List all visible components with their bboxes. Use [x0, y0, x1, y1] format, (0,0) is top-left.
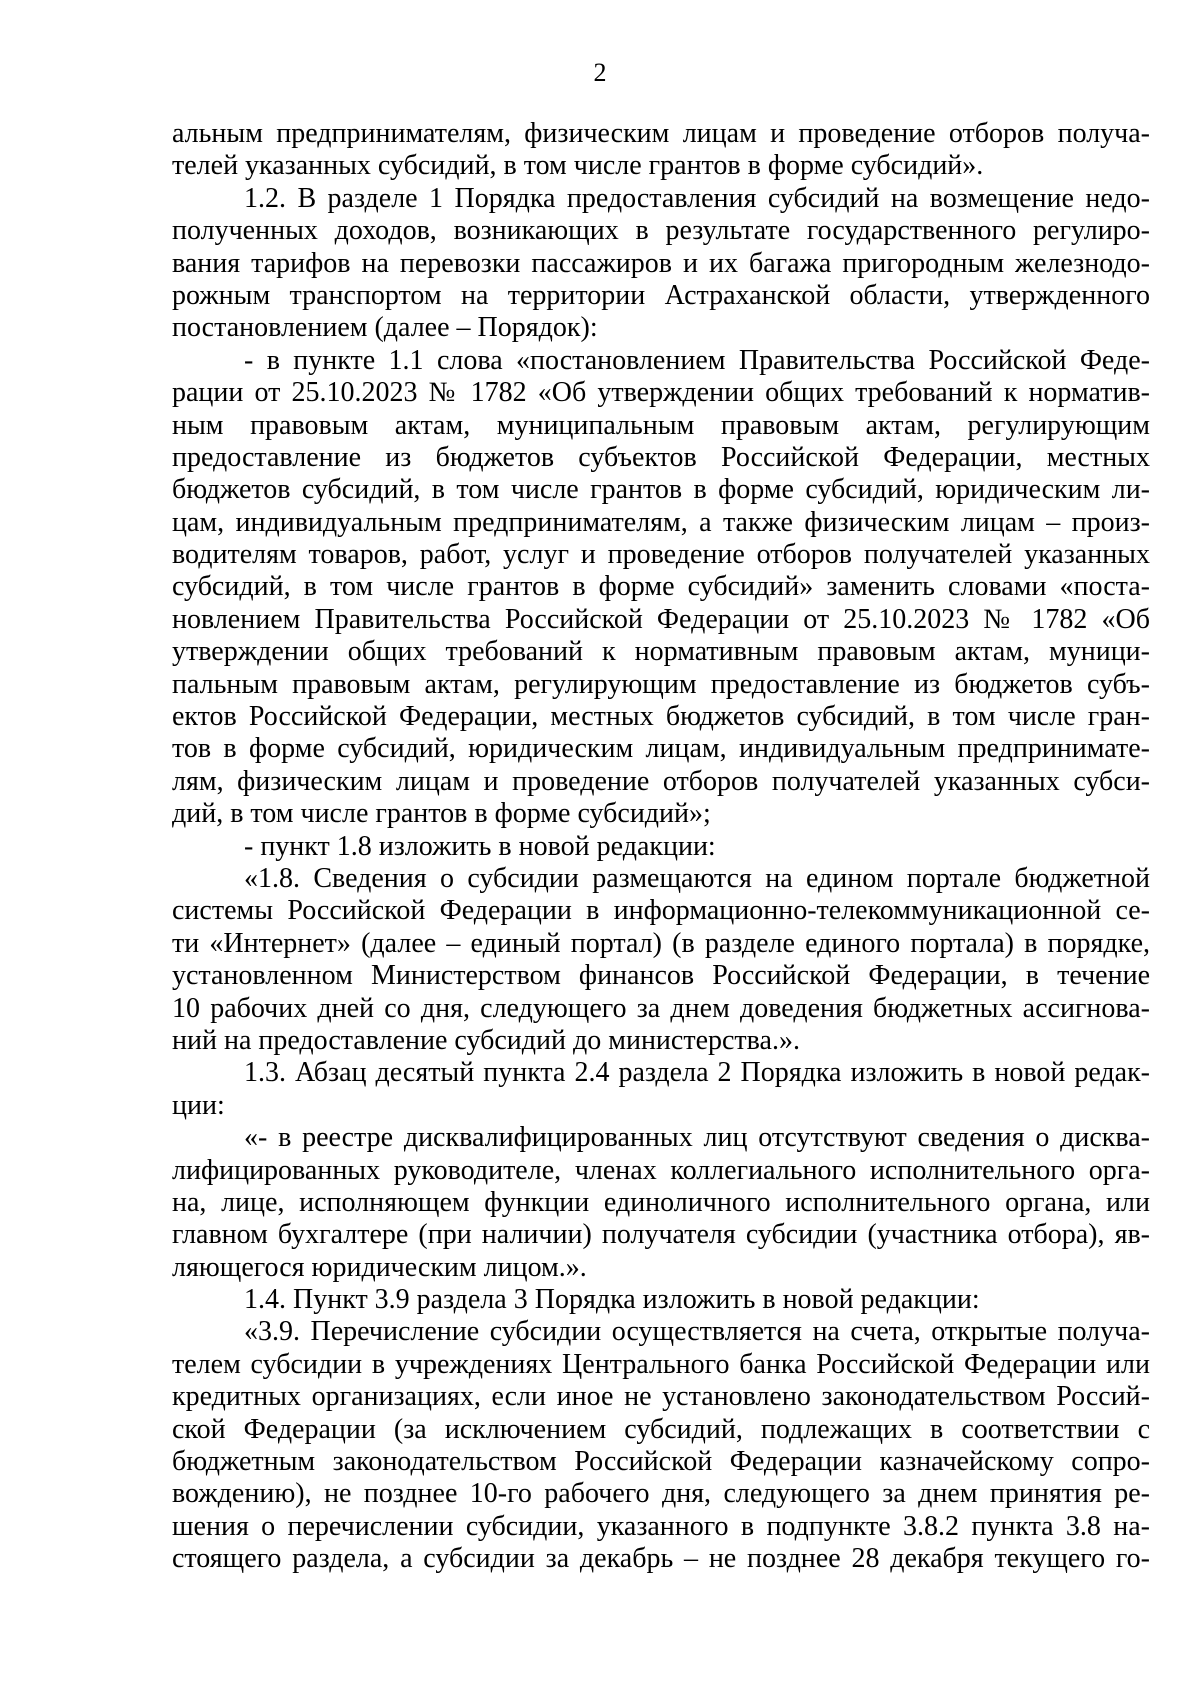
text-line: 1.2. В разделе 1 Порядка предоставления субсидий на возмещение недо- — [244, 182, 1150, 214]
text-line: предоставление из бюджетов субъектов Российской Федерации, местных — [172, 441, 1150, 473]
text-line: полученных доходов, возникающих в результате государственного регулиро- — [172, 215, 1150, 247]
text-line: вождению), не позднее 10-го рабочего дня, следующего за днем принятия ре- — [172, 1478, 1150, 1510]
text-line: дий, в том числе грантов в форме субсидий»; — [172, 798, 711, 830]
text-line: цам, индивидуальным предпринимателям, а также физическим лицам – произ- — [172, 506, 1150, 538]
text-line: водителям товаров, работ, услуг и проведение отборов получателей указанных — [172, 539, 1150, 571]
text-line: ектов Российской Федерации, местных бюджетов субсидий, в том числе гран- — [172, 701, 1150, 733]
text-line: «1.8. Сведения о субсидии размещаются на едином портале бюджетной — [244, 862, 1150, 894]
text-line: - в пункте 1.1 слова «постановлением Правительства Российской Феде- — [244, 344, 1150, 376]
text-line: стоящего раздела, а субсидии за декабрь – не позднее 28 декабря текущего го- — [172, 1543, 1150, 1575]
text-line: рожным транспортом на территории Астраханской области, утвержденного — [172, 279, 1150, 311]
text-line: альным предпринимателям, физическим лицам и проведение отборов получа- — [172, 118, 1150, 149]
document-body — [172, 118, 1150, 1576]
text-line: ний на предоставление субсидий до министерства.». — [172, 1024, 800, 1056]
text-line: ции: — [172, 1089, 225, 1121]
text-line: 10 рабочих дней со дня, следующего за днем доведения бюджетных ассигнова- — [172, 992, 1150, 1024]
text-line: системы Российской Федерации в информационно-телекоммуникационной се- — [172, 895, 1150, 927]
text-line: рации от 25.10.2023 № 1782 «Об утверждении общих требований к норматив- — [172, 377, 1150, 409]
text-line: на, лице, исполняющем функции единоличного исполнительного органа, или — [172, 1186, 1150, 1218]
text-line: «3.9. Перечисление субсидии осуществляется на счета, открытые получа- — [244, 1316, 1150, 1348]
text-line: установленном Министерством финансов Российской Федерации, в течение — [172, 960, 1150, 992]
text-line: телем субсидии в учреждениях Центрального банка Российской Федерации или — [172, 1348, 1150, 1380]
text-line: ным правовым актам, муниципальным правовым актам, регулирующим — [172, 409, 1150, 441]
text-line: кредитных организациях, если иное не установлено законодательством Россий- — [172, 1381, 1150, 1413]
text-line: бюджетным законодательством Российской Федерации казначейскому сопро- — [172, 1446, 1150, 1478]
text-line: 1.3. Абзац десятый пункта 2.4 раздела 2 Порядка изложить в новой редак- — [244, 1057, 1150, 1089]
text-line: утверждении общих требований к нормативным правовым актам, муници- — [172, 636, 1150, 668]
text-line: ляющегося юридическим лицом.». — [172, 1251, 587, 1283]
text-line: шения о перечислении субсидии, указанного в подпункте 3.8.2 пункта 3.8 на- — [172, 1510, 1150, 1542]
text-line: пальным правовым актам, регулирующим предоставление из бюджетов субъ- — [172, 668, 1150, 700]
text-line: телей указанных субсидий, в том числе грантов в форме субсидий». — [172, 150, 984, 182]
text-line: тов в форме субсидий, юридическим лицам, индивидуальным предпринимате- — [172, 733, 1150, 765]
text-line: субсидий, в том числе грантов в форме субсидий» заменить словами «поста- — [172, 571, 1150, 603]
text-line: «- в реестре дисквалифицированных лиц отсутствуют сведения о дисква- — [244, 1122, 1150, 1154]
text-line: лифицированных руководителе, членах коллегиального исполнительного орга- — [172, 1154, 1150, 1186]
text-line: ской Федерации (за исключением субсидий, подлежащих в соответствии с — [172, 1413, 1150, 1445]
text-line: бюджетов субсидий, в том числе грантов в форме субсидий, юридическим ли- — [172, 474, 1150, 506]
text-line: ти «Интернет» (далее – единый портал) (в разделе единого портала) в порядке, — [172, 927, 1150, 959]
text-line: - пункт 1.8 изложить в новой редакции: — [244, 830, 716, 862]
text-line: главном бухгалтере (при наличии) получателя субсидии (участника отбора), яв- — [172, 1219, 1150, 1251]
text-line: лям, физическим лицам и проведение отборов получателей указанных субси- — [172, 765, 1150, 797]
text-line: 1.4. Пункт 3.9 раздела 3 Порядка изложить в новой редакции: — [244, 1284, 980, 1316]
text-line: постановлением (далее – Порядок): — [172, 312, 598, 344]
page-number: 2 — [593, 58, 607, 87]
text-line: вания тарифов на перевозки пассажиров и их багажа пригородным железнодо- — [172, 247, 1150, 279]
text-line: новлением Правительства Российской Федерации от 25.10.2023 № 1782 «Об — [172, 603, 1150, 635]
